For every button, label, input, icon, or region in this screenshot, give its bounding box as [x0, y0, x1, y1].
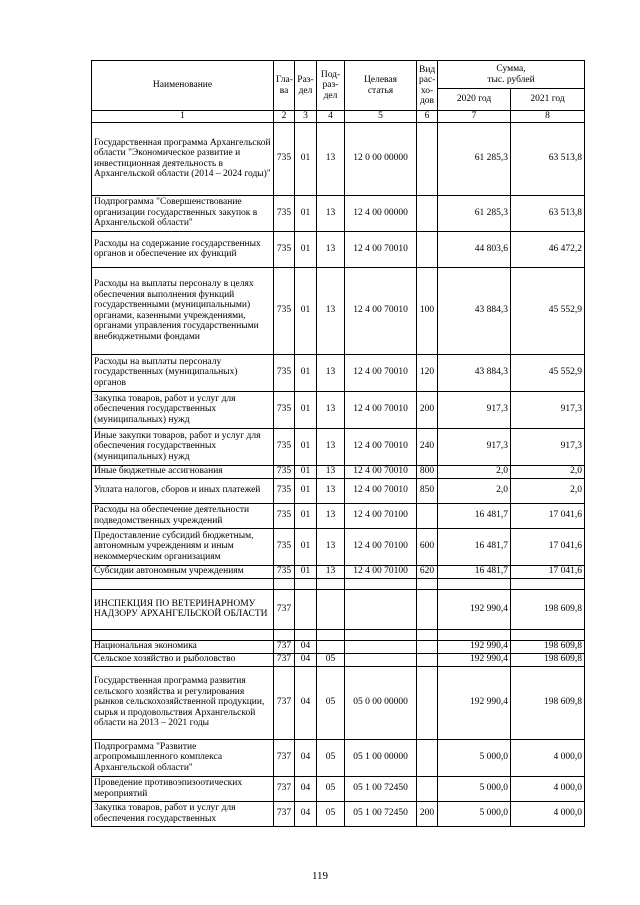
row-sum-2021: 45 552,9 [511, 354, 585, 391]
row-vid-raskhodov [417, 503, 438, 528]
row-tselevaya-statya: 12 4 00 70010 [345, 428, 417, 465]
row-tselevaya-statya: 12 4 00 70010 [345, 391, 417, 428]
row-sum-2021: 17 041,6 [511, 565, 585, 578]
row-podrazdel: 13 [317, 267, 345, 354]
row-sum-2020: 5 000,0 [438, 776, 511, 801]
row-name: Государственная программа развития сельского хозяйства и регулирования рынков сельскохозяйственной продукции, сырья и продовольствия Архангельской области на 2013 – 2021 годы [92, 666, 274, 739]
row-glava: 735 [274, 503, 295, 528]
row-sum-2021: 198 609,8 [511, 653, 585, 666]
row-sum-2020: 5 000,0 [438, 801, 511, 826]
row-sum-2020: 2,0 [438, 478, 511, 503]
row-sum-2020: 2,0 [438, 465, 511, 478]
row-vid-raskhodov: 100 [417, 267, 438, 354]
row-sum-2021: 198 609,8 [511, 640, 585, 653]
row-podrazdel: 13 [317, 428, 345, 465]
row-tselevaya-statya: 12 4 00 70010 [345, 354, 417, 391]
row-vid-raskhodov [417, 666, 438, 739]
row-vid-raskhodov: 240 [417, 428, 438, 465]
row-razdel [295, 578, 317, 589]
table-row [92, 478, 585, 503]
row-tselevaya-statya: 12 4 00 70010 [345, 231, 417, 267]
row-podrazdel: 13 [317, 354, 345, 391]
row-tselevaya-statya [345, 629, 417, 640]
row-podrazdel: 13 [317, 391, 345, 428]
row-sum-2020: 192 990,4 [438, 589, 511, 629]
row-razdel: 01 [295, 503, 317, 528]
row-vid-raskhodov [417, 629, 438, 640]
row-sum-2020: 192 990,4 [438, 640, 511, 653]
row-razdel: 01 [295, 465, 317, 478]
row-podrazdel: 05 [317, 653, 345, 666]
row-vid-raskhodov: 200 [417, 391, 438, 428]
row-razdel: 01 [295, 528, 317, 565]
row-podrazdel: 13 [317, 503, 345, 528]
row-podrazdel: 05 [317, 666, 345, 739]
row-name: Расходы на содержание государственных органов и обеспечение их функций [92, 231, 274, 267]
row-sum-2021: 17 041,6 [511, 528, 585, 565]
row-glava: 735 [274, 428, 295, 465]
row-glava [274, 578, 295, 589]
row-vid-raskhodov [417, 776, 438, 801]
row-glava: 737 [274, 640, 295, 653]
row-vid-raskhodov [417, 640, 438, 653]
row-podrazdel: 13 [317, 528, 345, 565]
row-podrazdel: 05 [317, 739, 345, 776]
table-row [92, 391, 585, 428]
row-sum-2020 [438, 578, 511, 589]
row-glava: 735 [274, 391, 295, 428]
row-name: Подпрограмма "Совершенствование организации государственных закупок в Архангельской области" [92, 195, 274, 231]
row-glava: 737 [274, 666, 295, 739]
row-sum-2021: 17 041,6 [511, 503, 585, 528]
row-sum-2020: 61 285,3 [438, 122, 511, 195]
row-glava: 735 [274, 528, 295, 565]
row-glava: 737 [274, 589, 295, 629]
row-tselevaya-statya: 05 1 00 00000 [345, 739, 417, 776]
table-row [92, 629, 585, 640]
table-row [92, 589, 585, 629]
table-row [92, 231, 585, 267]
header-year-2021: 2021 год [511, 89, 585, 111]
row-vid-raskhodov [417, 578, 438, 589]
row-podrazdel: 05 [317, 801, 345, 826]
row-vid-raskhodov: 200 [417, 801, 438, 826]
row-vid-raskhodov: 620 [417, 565, 438, 578]
row-name: Государственная программа Архангельской области "Экономическое развитие и инвестиционная деятельность в Архангельской области (2014 – 2024 годы)" [92, 122, 274, 195]
row-razdel: 01 [295, 478, 317, 503]
row-sum-2021: 2,0 [511, 478, 585, 503]
row-vid-raskhodov [417, 653, 438, 666]
row-razdel: 04 [295, 666, 317, 739]
row-glava: 735 [274, 195, 295, 231]
budget-table [91, 60, 585, 827]
row-name: Проведение противоэпизоотических мероприятий [92, 776, 274, 801]
row-vid-raskhodov [417, 195, 438, 231]
column-number: 1 [92, 111, 274, 123]
row-tselevaya-statya: 12 4 00 70100 [345, 528, 417, 565]
table-row [92, 565, 585, 578]
row-razdel: 01 [295, 565, 317, 578]
row-podrazdel: 13 [317, 565, 345, 578]
row-tselevaya-statya: 12 4 00 70010 [345, 478, 417, 503]
row-name [92, 629, 274, 640]
row-razdel: 04 [295, 653, 317, 666]
row-podrazdel: 13 [317, 478, 345, 503]
row-glava: 735 [274, 267, 295, 354]
row-sum-2021: 63 513,8 [511, 195, 585, 231]
table-row [92, 776, 585, 801]
row-sum-2021 [511, 578, 585, 589]
row-tselevaya-statya: 05 0 00 00000 [345, 666, 417, 739]
row-tselevaya-statya: 05 1 00 72450 [345, 776, 417, 801]
row-podrazdel [317, 640, 345, 653]
row-razdel: 04 [295, 640, 317, 653]
row-sum-2020: 917,3 [438, 391, 511, 428]
row-razdel: 01 [295, 428, 317, 465]
column-number: 6 [417, 111, 438, 123]
row-sum-2020: 44 803,6 [438, 231, 511, 267]
row-vid-raskhodov [417, 231, 438, 267]
row-glava: 737 [274, 801, 295, 826]
table-row [92, 653, 585, 666]
column-number: 8 [511, 111, 585, 123]
row-vid-raskhodov [417, 739, 438, 776]
row-name: Иные бюджетные ассигнования [92, 465, 274, 478]
row-name: Предоставление субсидий бюджетным, автономным учреждениям и иным некоммерческим организациям [92, 528, 274, 565]
row-sum-2020: 16 481,7 [438, 503, 511, 528]
row-vid-raskhodov [417, 589, 438, 629]
row-sum-2020: 43 884,3 [438, 354, 511, 391]
row-podrazdel: 13 [317, 231, 345, 267]
row-name: Расходы на выплаты персоналу государственных (муниципальных) органов [92, 354, 274, 391]
row-sum-2020: 917,3 [438, 428, 511, 465]
row-sum-2020: 192 990,4 [438, 653, 511, 666]
row-razdel: 01 [295, 122, 317, 195]
table-row [92, 528, 585, 565]
row-tselevaya-statya [345, 578, 417, 589]
row-razdel: 01 [295, 354, 317, 391]
header-summa: Сумма, тыс. рублей [438, 61, 585, 89]
row-glava: 735 [274, 478, 295, 503]
table-row [92, 640, 585, 653]
row-tselevaya-statya: 12 4 00 70100 [345, 503, 417, 528]
row-glava: 735 [274, 354, 295, 391]
row-tselevaya-statya: 12 4 00 00000 [345, 195, 417, 231]
row-glava: 735 [274, 122, 295, 195]
table-body [92, 122, 585, 826]
header-name: Наименование [92, 61, 274, 111]
column-number-row [92, 111, 585, 123]
row-tselevaya-statya [345, 653, 417, 666]
row-glava: 737 [274, 653, 295, 666]
row-name: Подпрограмма "Развитие агропромышленного комплекса Архангельской области" [92, 739, 274, 776]
row-vid-raskhodov: 600 [417, 528, 438, 565]
row-glava: 735 [274, 231, 295, 267]
row-razdel: 01 [295, 391, 317, 428]
row-podrazdel [317, 589, 345, 629]
row-sum-2020: 43 884,3 [438, 267, 511, 354]
row-sum-2021: 2,0 [511, 465, 585, 478]
table-row [92, 739, 585, 776]
row-sum-2021: 198 609,8 [511, 666, 585, 739]
row-sum-2021 [511, 629, 585, 640]
row-tselevaya-statya: 12 0 00 00000 [345, 122, 417, 195]
row-tselevaya-statya [345, 589, 417, 629]
row-vid-raskhodov: 120 [417, 354, 438, 391]
table-row [92, 267, 585, 354]
table-row [92, 801, 585, 826]
row-sum-2021: 46 472,2 [511, 231, 585, 267]
row-name: Закупка товаров, работ и услуг для обеспечения государственных [92, 801, 274, 826]
table-row [92, 503, 585, 528]
row-glava: 737 [274, 776, 295, 801]
row-podrazdel [317, 578, 345, 589]
row-podrazdel: 05 [317, 776, 345, 801]
row-name: Расходы на выплаты персоналу в целях обеспечения выполнения функций государственными (муниципальными) органами, казенными учреждениями, органами управления государственными внебюджетными фондами [92, 267, 274, 354]
table-row [92, 465, 585, 478]
row-tselevaya-statya: 12 4 00 70010 [345, 267, 417, 354]
row-sum-2021: 4 000,0 [511, 776, 585, 801]
row-sum-2021: 198 609,8 [511, 589, 585, 629]
row-sum-2020: 61 285,3 [438, 195, 511, 231]
row-podrazdel: 13 [317, 195, 345, 231]
row-name: ИНСПЕКЦИЯ ПО ВЕТЕРИНАРНОМУ НАДЗОРУ АРХАНГЕЛЬСКОЙ ОБЛАСТИ [92, 589, 274, 629]
row-name: Сельское хозяйство и рыболовство [92, 653, 274, 666]
column-number: 7 [438, 111, 511, 123]
table-row [92, 578, 585, 589]
row-name: Субсидии автономным учреждениям [92, 565, 274, 578]
table-row [92, 428, 585, 465]
row-tselevaya-statya: 05 1 00 72450 [345, 801, 417, 826]
row-sum-2020: 16 481,7 [438, 565, 511, 578]
row-glava: 737 [274, 739, 295, 776]
row-razdel: 01 [295, 267, 317, 354]
header-razdel: Раз- дел [295, 61, 317, 111]
row-name [92, 578, 274, 589]
header-year-2020: 2020 год [438, 89, 511, 111]
row-sum-2021: 4 000,0 [511, 801, 585, 826]
row-glava: 735 [274, 565, 295, 578]
column-number: 2 [274, 111, 295, 123]
page-number: 119 [311, 870, 329, 882]
row-sum-2021: 63 513,8 [511, 122, 585, 195]
row-podrazdel: 13 [317, 465, 345, 478]
header-glava: Гла- ва [274, 61, 295, 111]
row-tselevaya-statya: 12 4 00 70100 [345, 565, 417, 578]
row-razdel: 01 [295, 195, 317, 231]
table-row [92, 666, 585, 739]
table-row [92, 195, 585, 231]
row-tselevaya-statya: 12 4 00 70010 [345, 465, 417, 478]
row-name: Уплата налогов, сборов и иных платежей [92, 478, 274, 503]
header-vid-raskhodov: Вид рас- хо- дов [417, 61, 438, 111]
row-razdel [295, 589, 317, 629]
row-sum-2021: 917,3 [511, 391, 585, 428]
row-sum-2020 [438, 629, 511, 640]
row-vid-raskhodov: 800 [417, 465, 438, 478]
row-tselevaya-statya [345, 640, 417, 653]
table-row [92, 122, 585, 195]
row-name: Закупка товаров, работ и услуг для обеспечения государственных (муниципальных) нужд [92, 391, 274, 428]
row-sum-2021: 4 000,0 [511, 739, 585, 776]
row-sum-2021: 45 552,9 [511, 267, 585, 354]
row-name: Расходы на обеспечение деятельности подведомственных учреждений [92, 503, 274, 528]
row-podrazdel: 13 [317, 122, 345, 195]
row-razdel: 04 [295, 776, 317, 801]
row-razdel: 01 [295, 231, 317, 267]
row-razdel: 04 [295, 801, 317, 826]
header-tselevaya-statya: Целевая статья [345, 61, 417, 111]
row-vid-raskhodov: 850 [417, 478, 438, 503]
row-vid-raskhodov [417, 122, 438, 195]
row-name: Иные закупки товаров, работ и услуг для обеспечения государственных (муниципальных) нужд [92, 428, 274, 465]
row-razdel [295, 629, 317, 640]
column-number: 4 [317, 111, 345, 123]
row-glava [274, 629, 295, 640]
row-sum-2020: 192 990,4 [438, 666, 511, 739]
row-name: Национальная экономика [92, 640, 274, 653]
table-row [92, 354, 585, 391]
row-podrazdel [317, 629, 345, 640]
row-sum-2021: 917,3 [511, 428, 585, 465]
row-glava: 735 [274, 465, 295, 478]
column-number: 3 [295, 111, 317, 123]
row-razdel: 04 [295, 739, 317, 776]
row-sum-2020: 5 000,0 [438, 739, 511, 776]
header-podrazdel: Под- раз- дел [317, 61, 345, 111]
column-number: 5 [345, 111, 417, 123]
row-sum-2020: 16 481,7 [438, 528, 511, 565]
